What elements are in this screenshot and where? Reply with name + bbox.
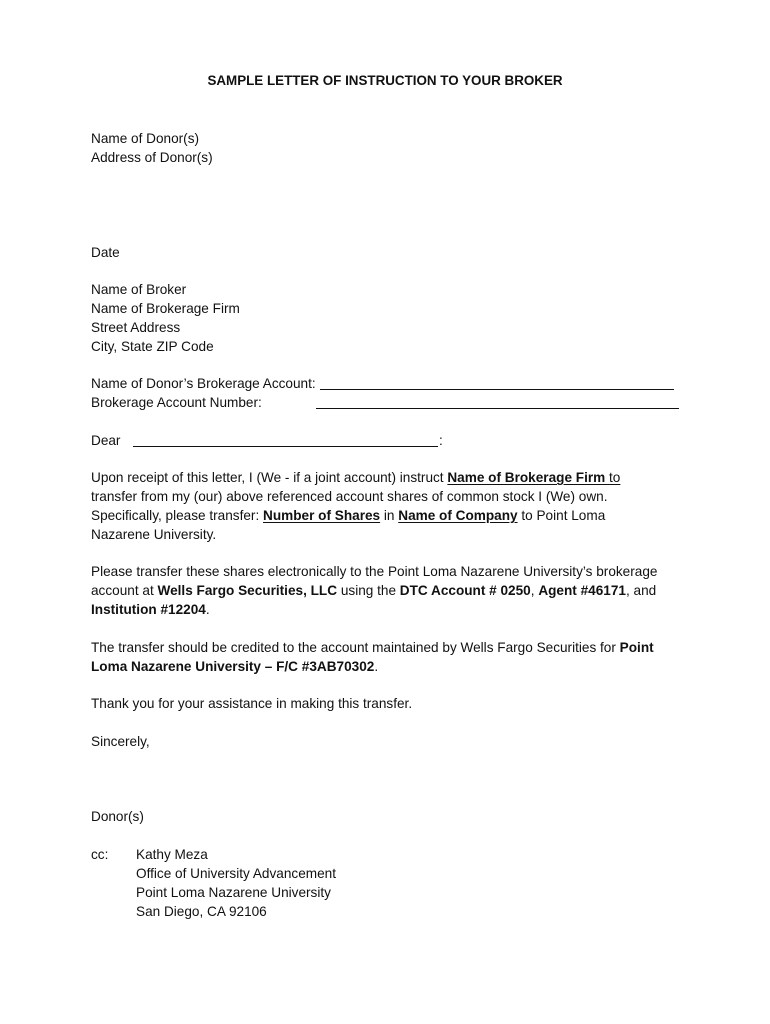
salutation-blank (133, 446, 438, 447)
company-name-placeholder: Name of Company (398, 508, 518, 523)
broker-name: Name of Broker (91, 282, 187, 297)
account-name-label: Name of Donor’s Brokerage Account: (91, 376, 316, 391)
dtc-account: DTC Account # 0250 (399, 583, 531, 598)
cc-label: cc: (91, 847, 109, 862)
paragraph-line (91, 657, 378, 676)
wells-fargo-name: Wells Fargo Securities, LLC (157, 583, 338, 598)
institution-number: Institution #12204 (91, 602, 206, 617)
paragraph-line: Nazarene University. (91, 527, 217, 542)
street-address: Street Address (91, 320, 181, 335)
signature-donor: Donor(s) (91, 809, 144, 824)
paragraph-line (91, 638, 654, 657)
donor-name: Name of Donor(s) (91, 131, 200, 146)
text-span: , (530, 583, 539, 598)
text-span: The transfer should be credited to the account maintained by Wells Fargo Securities for (91, 640, 620, 655)
text-span: Upon receipt of this letter, I (We - if a joint account) instruct (91, 470, 448, 485)
account-number-label: Brokerage Account Number: (91, 395, 262, 410)
salutation-dear: Dear (91, 433, 121, 448)
text-span: to Point Loma (517, 508, 606, 523)
cc-line: San Diego, CA 92106 (136, 904, 267, 919)
text-span: , and (625, 583, 657, 598)
text-span: Specifically, please transfer: (91, 508, 264, 523)
cc-line: Point Loma Nazarene University (136, 885, 331, 900)
text-span: to (609, 470, 621, 485)
text-span: account at (91, 583, 158, 598)
text-span: . (205, 602, 210, 617)
account-number-blank (316, 408, 679, 409)
paragraph-line (91, 600, 210, 619)
donor-address: Address of Donor(s) (91, 150, 213, 165)
salutation-colon: : (439, 433, 443, 448)
agent-number: Agent #46171 (538, 583, 626, 598)
brokerage-firm: Name of Brokerage Firm (91, 301, 240, 316)
date-line: Date (91, 245, 120, 260)
number-of-shares-placeholder: Number of Shares (263, 508, 381, 523)
city-state-zip: City, State ZIP Code (91, 339, 214, 354)
point-text: Point (619, 640, 654, 655)
letter-title: SAMPLE LETTER OF INSTRUCTION TO YOUR BROKER (207, 73, 563, 88)
text-span: in (380, 508, 399, 523)
cc-line: Office of University Advancement (136, 866, 336, 881)
thanks-line: Thank you for your assistance in making this transfer. (91, 696, 413, 711)
text-span: . (374, 659, 379, 674)
brokerage-firm-placeholder: Name of Brokerage Firm (447, 470, 610, 485)
cc-line: Kathy Meza (136, 847, 208, 862)
paragraph-line (91, 468, 620, 487)
paragraph-line (91, 506, 605, 525)
paragraph-line: transfer from my (our) above referenced account shares of common stock I (We) own. (91, 489, 608, 504)
paragraph-line (91, 581, 656, 600)
text-span: using the (337, 583, 400, 598)
closing: Sincerely, (91, 734, 150, 749)
account-name-blank (320, 389, 674, 390)
plnu-account: Loma Nazarene University – F/C #3AB70302 (91, 659, 375, 674)
paragraph-line: Please transfer these shares electronically to the Point Loma Nazarene University’s brokerage (91, 564, 658, 579)
